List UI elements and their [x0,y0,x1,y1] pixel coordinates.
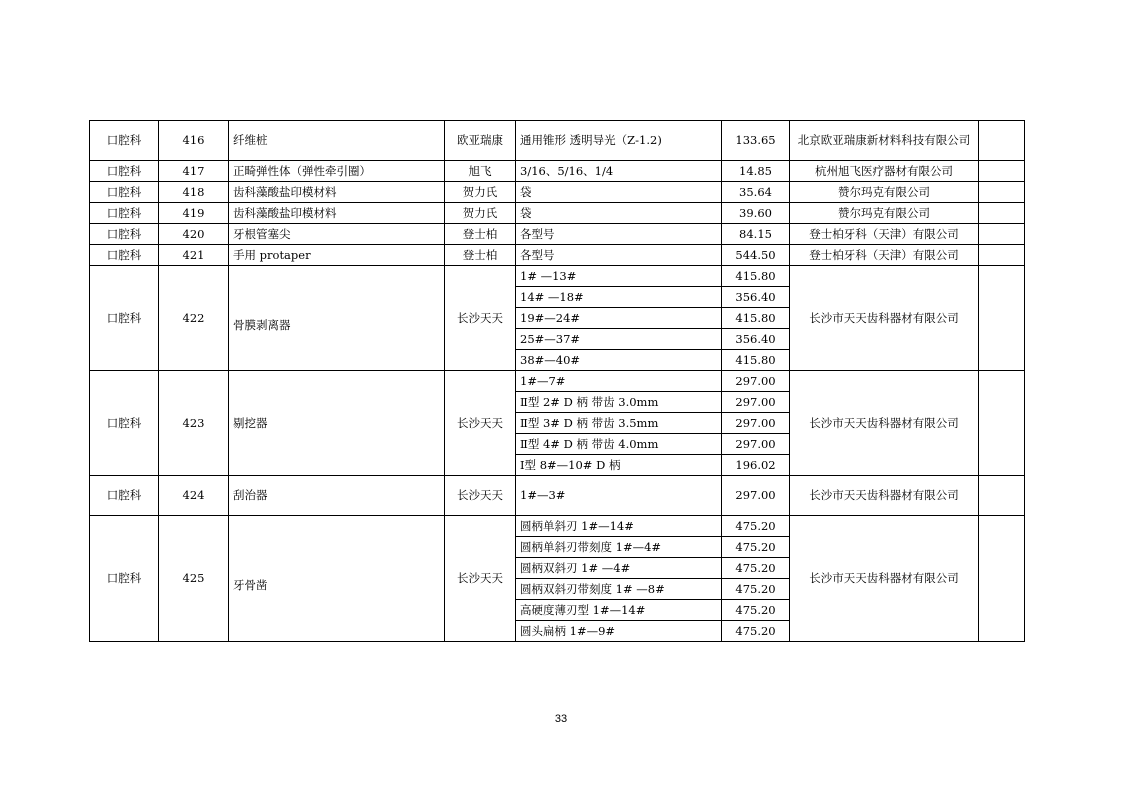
table-row [90,516,1025,537]
table-row [90,203,1025,224]
spec-cell: Ⅱ型 2# D 柄 带齿 3.0mm [516,392,722,413]
dept-cell: 口腔科 [90,476,159,516]
price-cell: 39.60 [722,203,790,224]
spec-cell: 1# —13# [516,266,722,287]
price-cell: 35.64 [722,182,790,203]
price-cell: 133.65 [722,121,790,161]
price-cell: 196.02 [722,455,790,476]
spec-cell: 19#—24# [516,308,722,329]
price-cell: 415.80 [722,350,790,371]
price-cell: 475.20 [722,516,790,537]
price-cell: 475.20 [722,558,790,579]
item-number-cell: 423 [159,371,229,476]
brand-cell: 长沙天天 [445,516,516,642]
remark-cell [979,203,1025,224]
spec-cell: 圆柄双斜刃 1# —4# [516,558,722,579]
remark-cell [979,245,1025,266]
brand-cell: 登士柏 [445,224,516,245]
company-cell: 长沙市天天齿科器材有限公司 [790,371,979,476]
table-row [90,476,1025,516]
page-number: 33 [554,713,568,725]
table-row [90,371,1025,392]
company-cell: 赞尔玛克有限公司 [790,203,979,224]
brand-cell: 贺力氏 [445,203,516,224]
spec-cell: 各型号 [516,245,722,266]
item-number-cell: 418 [159,182,229,203]
spec-cell: 圆头扁柄 1#—9# [516,621,722,642]
remark-cell [979,371,1025,476]
price-cell: 544.50 [722,245,790,266]
company-cell: 登士柏牙科（天津）有限公司 [790,224,979,245]
product-name-cell: 手用 protaper [229,245,445,266]
product-name-cell: 齿科藻酸盐印模材料 [229,203,445,224]
dept-cell: 口腔科 [90,371,159,476]
dept-cell: 口腔科 [90,245,159,266]
product-name-cell: 纤维桩 [229,121,445,161]
spec-cell: 各型号 [516,224,722,245]
item-number-cell: 419 [159,203,229,224]
spec-cell: Ⅱ型 4# D 柄 带齿 4.0mm [516,434,722,455]
spec-cell: 38#—40# [516,350,722,371]
spec-cell: 通用锥形 透明导光（Z-1.2) [516,121,722,161]
dept-cell: 口腔科 [90,266,159,371]
price-cell: 297.00 [722,434,790,455]
price-cell: 297.00 [722,392,790,413]
item-number-cell: 421 [159,245,229,266]
product-name-cell: 剔挖器 [229,371,445,476]
brand-cell: 欧亚瑞康 [445,121,516,161]
price-cell: 84.15 [722,224,790,245]
company-cell: 登士柏牙科（天津）有限公司 [790,245,979,266]
price-cell: 415.80 [722,308,790,329]
spec-cell: 14# —18# [516,287,722,308]
table-row [90,161,1025,182]
remark-cell [979,476,1025,516]
company-cell: 北京欧亚瑞康新材料科技有限公司 [790,121,979,161]
remark-cell [979,182,1025,203]
remark-cell [979,516,1025,642]
remark-cell [979,266,1025,371]
price-cell: 356.40 [722,329,790,350]
product-name-cell: 齿科藻酸盐印模材料 [229,182,445,203]
item-number-cell: 424 [159,476,229,516]
price-cell: 14.85 [722,161,790,182]
spec-cell: 圆柄双斜刃带刻度 1# —8# [516,579,722,600]
dept-cell: 口腔科 [90,121,159,161]
table-row [90,182,1025,203]
spec-cell: 袋 [516,182,722,203]
price-cell: 297.00 [722,371,790,392]
price-cell: 475.20 [722,537,790,558]
table-row [90,224,1025,245]
brand-cell: 旭飞 [445,161,516,182]
company-cell: 杭州旭飞医疗器材有限公司 [790,161,979,182]
company-cell: 长沙市天天齿科器材有限公司 [790,266,979,371]
dept-cell: 口腔科 [90,182,159,203]
item-number-cell: 425 [159,516,229,642]
brand-cell: 贺力氏 [445,182,516,203]
item-number-cell: 416 [159,121,229,161]
product-name-cell: 骨膜剥离器 [229,266,445,371]
product-name-cell: 正畸弹性体（弹性牵引圈） [229,161,445,182]
spec-cell: Ⅰ型 8#—10# D 柄 [516,455,722,476]
spec-cell: 1#—7# [516,371,722,392]
dept-cell: 口腔科 [90,224,159,245]
spec-cell: Ⅱ型 3# D 柄 带齿 3.5mm [516,413,722,434]
item-number-cell: 422 [159,266,229,371]
price-cell: 415.80 [722,266,790,287]
product-name-cell: 牙骨凿 [229,516,445,642]
spec-cell: 1#—3# [516,476,722,516]
price-cell: 297.00 [722,476,790,516]
remark-cell [979,224,1025,245]
spec-cell: 高硬度薄刃型 1#—14# [516,600,722,621]
product-price-table [89,120,1025,642]
price-cell: 475.20 [722,621,790,642]
spec-cell: 3/16、5/16、1/4 [516,161,722,182]
dept-cell: 口腔科 [90,161,159,182]
table-row [90,266,1025,287]
company-cell: 赞尔玛克有限公司 [790,182,979,203]
remark-cell [979,161,1025,182]
company-cell: 长沙市天天齿科器材有限公司 [790,516,979,642]
brand-cell: 长沙天天 [445,476,516,516]
price-cell: 356.40 [722,287,790,308]
brand-cell: 登士柏 [445,245,516,266]
company-cell: 长沙市天天齿科器材有限公司 [790,476,979,516]
dept-cell: 口腔科 [90,203,159,224]
price-cell: 475.20 [722,579,790,600]
table-row [90,245,1025,266]
product-name-cell: 刮治器 [229,476,445,516]
spec-cell: 圆柄单斜刃 1#—14# [516,516,722,537]
spec-cell: 圆柄单斜刃带刻度 1#—4# [516,537,722,558]
price-cell: 475.20 [722,600,790,621]
price-cell: 297.00 [722,413,790,434]
item-number-cell: 420 [159,224,229,245]
spec-cell: 25#—37# [516,329,722,350]
brand-cell: 长沙天天 [445,371,516,476]
product-name-cell: 牙根管塞尖 [229,224,445,245]
dept-cell: 口腔科 [90,516,159,642]
spec-cell: 袋 [516,203,722,224]
table-row [90,121,1025,161]
remark-cell [979,121,1025,161]
brand-cell: 长沙天天 [445,266,516,371]
item-number-cell: 417 [159,161,229,182]
